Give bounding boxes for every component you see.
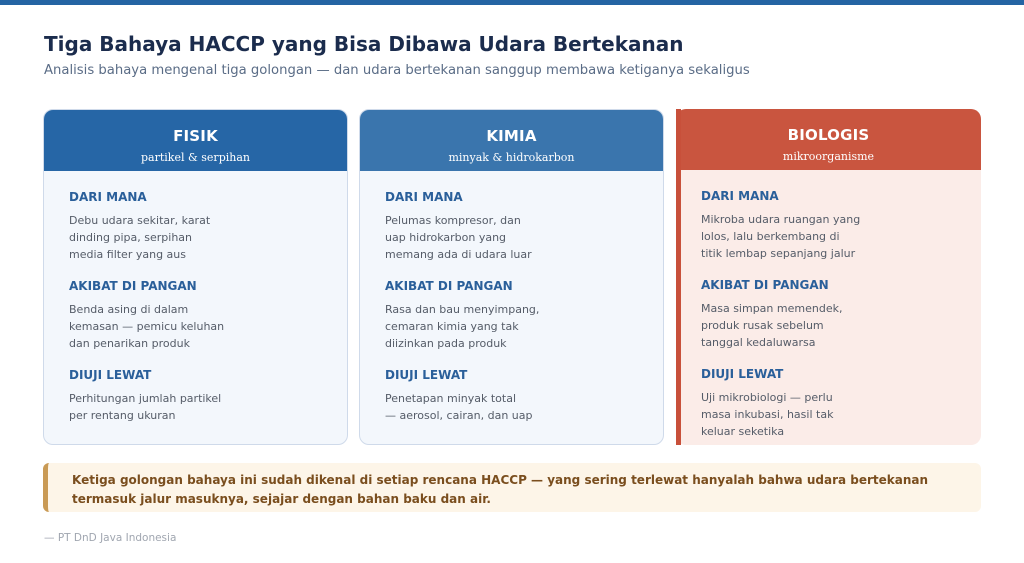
section-text-effect: Benda asing di dalam kemasan — pemicu keluhan dan penarikan produk [69, 303, 225, 350]
section-text-test: Perhitungan jumlah partikel per rentang ukuran [69, 392, 222, 422]
section-label-effect: AKIBAT DI PANGAN [701, 278, 829, 292]
card-body [44, 171, 347, 424]
top-accent-bar [0, 0, 1024, 5]
section-label-source: DARI MANA [69, 190, 147, 204]
card-body [360, 171, 663, 424]
section-label-test: DIUJI LEWAT [701, 367, 784, 381]
card-title: KIMIA [486, 127, 537, 145]
page-subtitle: Analisis bahaya mengenal tiga golongan — dan udara bertekanan sanggup membawa ketiganya sekaligus [44, 63, 750, 78]
card-header [44, 110, 347, 171]
card-header [360, 110, 663, 171]
card-title: BIOLOGIS [787, 126, 870, 144]
section-text-source: Pelumas kompresor, dan uap hidrokarbon yang memang ada di udara luar [385, 214, 532, 261]
section-label-test: DIUJI LEWAT [385, 368, 468, 382]
section-text-source: Debu udara sekitar, karat dinding pipa, serpihan media filter yang aus [69, 214, 211, 261]
page-title: Tiga Bahaya HACCP yang Bisa Dibawa Udara Bertekanan [44, 32, 684, 56]
card-header [676, 109, 981, 170]
hazard-card-fisik [43, 109, 348, 445]
section-text-effect: Rasa dan bau menyimpang, cemaran kimia yang tak diizinkan pada produk [385, 303, 540, 350]
card-title: FISIK [173, 127, 218, 145]
card-body [676, 170, 981, 440]
section-text-source: Mikroba udara ruangan yang lolos, lalu berkembang di titik lembap sepanjang jalur [701, 213, 861, 260]
card-subtitle: minyak & hidrokarbon [448, 151, 575, 164]
biologis-accent-stripe [676, 109, 681, 445]
section-label-effect: AKIBAT DI PANGAN [69, 279, 197, 293]
section-label-source: DARI MANA [385, 190, 463, 204]
callout-note [43, 463, 981, 512]
card-subtitle: partikel & serpihan [141, 151, 250, 164]
section-label-effect: AKIBAT DI PANGAN [385, 279, 513, 293]
callout-text: Ketiga golongan bahaya ini sudah dikenal di setiap rencana HACCP — yang sering terlewat hanyalah bahwa udara bertekanan termasuk jalur masuknya, sejajar dengan bahan baku dan air. [72, 473, 929, 506]
section-text-test: Uji mikrobiologi — perlu masa inkubasi, hasil tak keluar seketika [701, 391, 834, 438]
section-text-effect: Masa simpan memendek, produk rusak sebelum tanggal kedaluwarsa [701, 302, 843, 349]
section-text-test: Penetapan minyak total — aerosol, cairan, dan uap [385, 392, 533, 422]
section-label-test: DIUJI LEWAT [69, 368, 152, 382]
hazard-card-kimia [359, 109, 664, 445]
footer-credit: — PT DnD Java Indonesia [44, 532, 177, 544]
section-label-source: DARI MANA [701, 189, 779, 203]
card-subtitle: mikroorganisme [782, 150, 875, 163]
hazard-card-biologis [676, 109, 981, 445]
